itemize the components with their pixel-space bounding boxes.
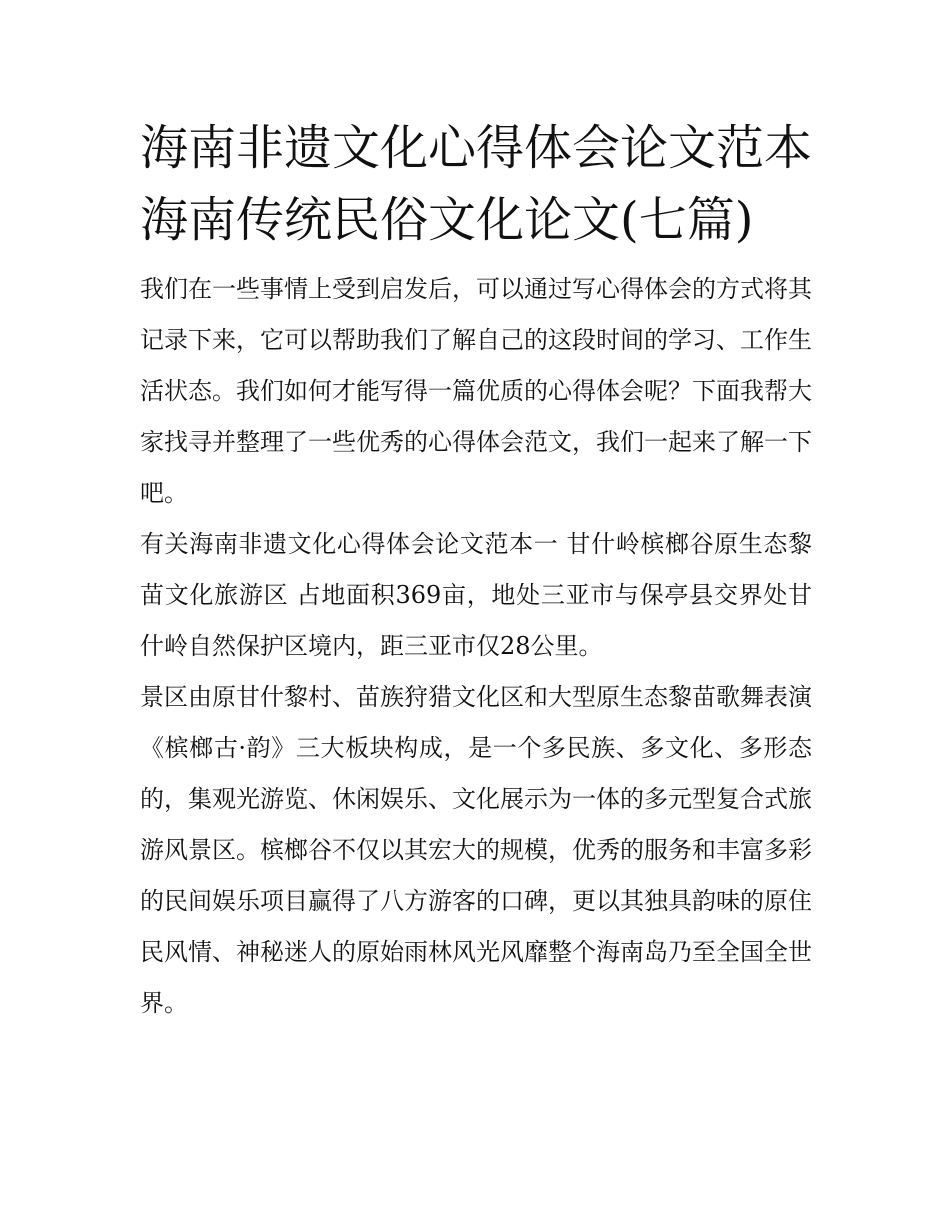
paragraph-binglang-valley-description: 景区由原甘什黎村、苗族狩猎文化区和大型原生态黎苗歌舞表演《槟榔古·韵》三大板块构成，是一个多民族、多文化、多形态的，集观光游览、休闲娱乐、文化展示为一体的多元型复合式旅游风景区。槟榔谷不仅以其宏大的规模，优秀的服务和丰富多彩的民间娱乐项目赢得了八方游客的口碑，更以其独具韵味的原住民风情、神秘迷人的原始雨林风光风靡整个海南岛乃至全国全世界。 bbox=[140, 683, 812, 1017]
document-body bbox=[140, 112, 812, 1029]
paragraph-binglang-valley-location: 有关海南非遗文化心得体会论文范本一 甘什岭槟榔谷原生态黎苗文化旅游区 占地面积369亩，地处三亚市与保亭县交界处甘什岭自然保护区境内，距三亚市仅28公里。 bbox=[140, 530, 812, 660]
paragraph-intro: 我们在一些事情上受到启发后，可以通过写心得体会的方式将其记录下来，它可以帮助我们了解自己的这段时间的学习、工作生活状态。我们如何才能写得一篇优质的心得体会呢？下面我帮大家找寻并整理了一些优秀的心得体会范文，我们一起来了解一下吧。 bbox=[140, 275, 812, 507]
document-title: 海南非遗文化心得体会论文范本 海南传统民俗文化论文(七篇) bbox=[140, 120, 813, 248]
